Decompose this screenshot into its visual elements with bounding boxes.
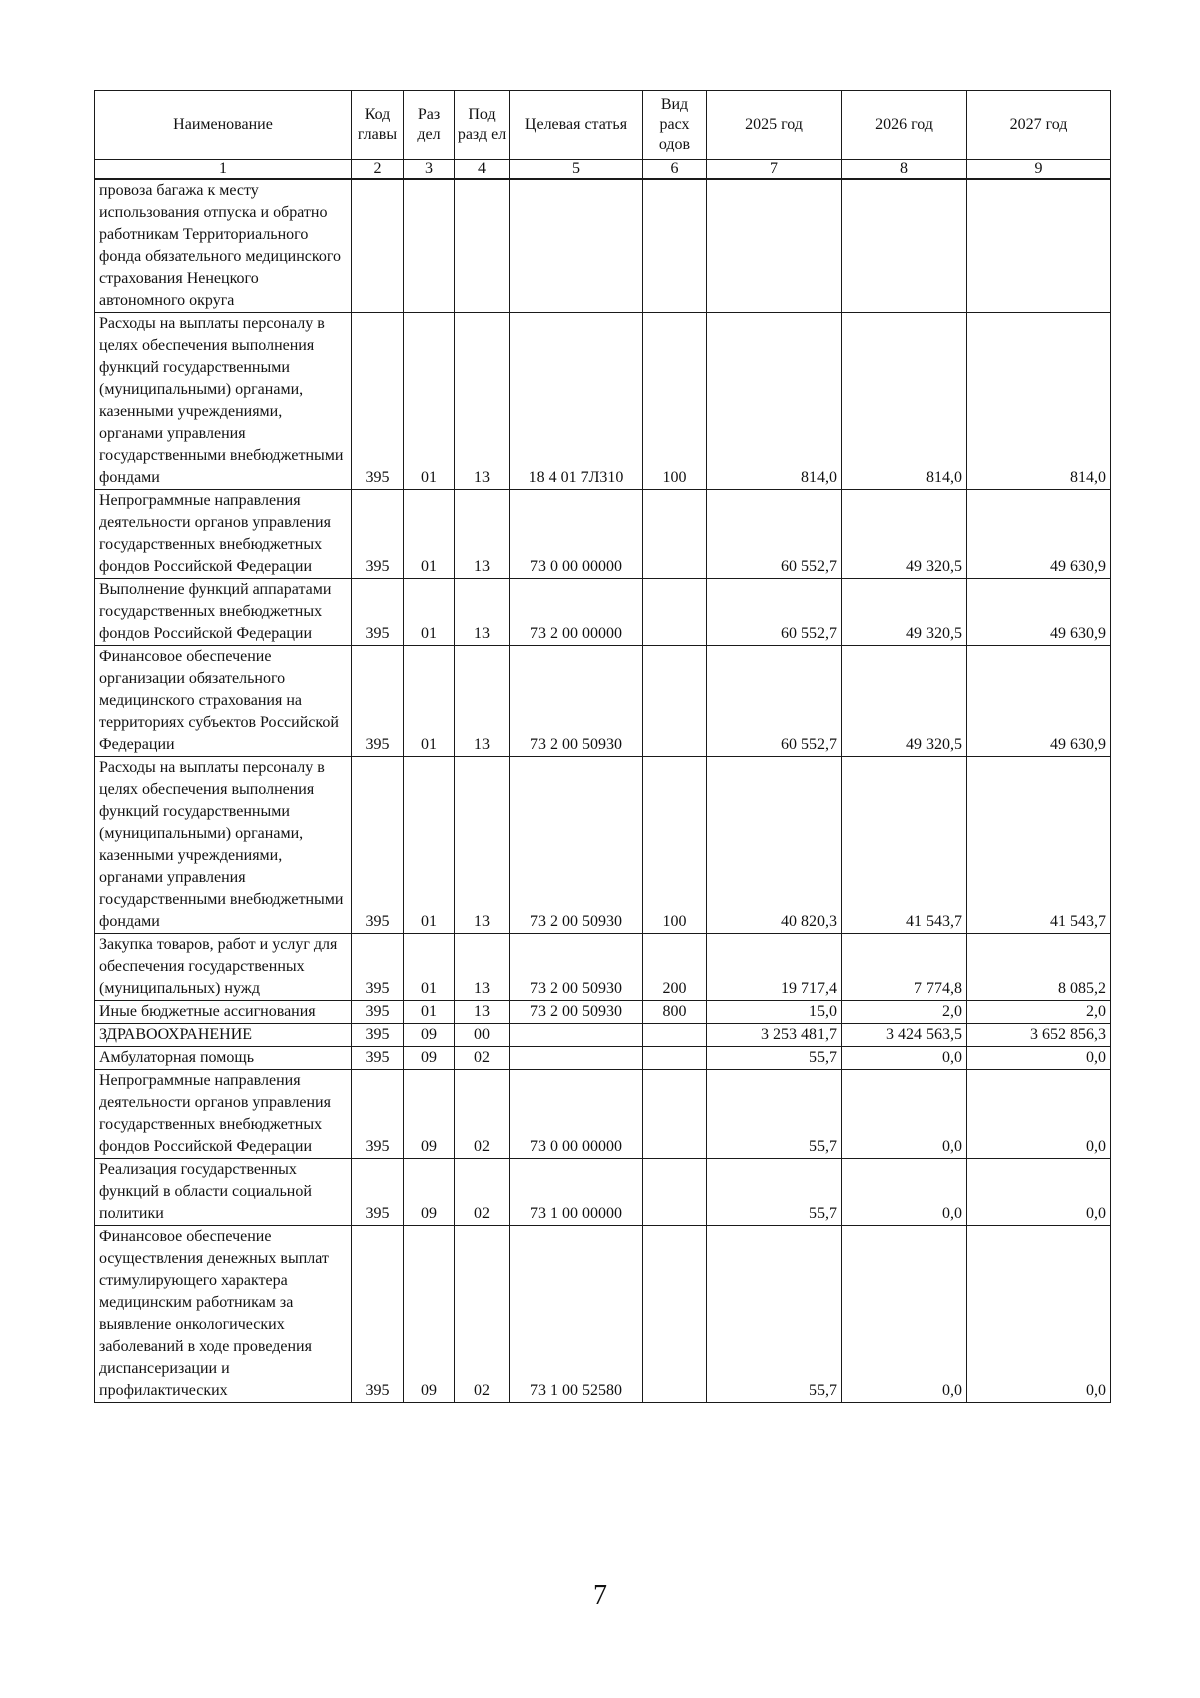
column-number: 4: [455, 160, 510, 180]
column-number: 3: [404, 160, 455, 180]
row-target-article: 73 1 00 52580: [510, 1226, 643, 1403]
row-section: 09: [404, 1070, 455, 1159]
row-amount-2027: 49 630,9: [967, 490, 1111, 579]
header-name: Наименование: [95, 91, 352, 160]
row-subsection: 13: [455, 934, 510, 1001]
row-amount-2027: 0,0: [967, 1070, 1111, 1159]
row-section: [404, 179, 455, 313]
table-row: [95, 1001, 1111, 1024]
row-subsection: 13: [455, 579, 510, 646]
row-section: 01: [404, 646, 455, 757]
row-amount-2026: 0,0: [842, 1226, 967, 1403]
header-section: Раз дел: [404, 91, 455, 160]
row-name: Иные бюджетные ассигнования: [95, 1001, 352, 1024]
row-expense-type: 800: [643, 1001, 707, 1024]
row-name: Финансовое обеспечение организации обязательного медицинского страхования на территориях субъектов Российской Федерации: [95, 646, 352, 757]
row-subsection: 13: [455, 646, 510, 757]
row-section: 01: [404, 757, 455, 934]
row-subsection: 00: [455, 1024, 510, 1047]
row-name: Расходы на выплаты персоналу в целях обеспечения выполнения функций государственными (муниципальными) органами, казенными учреждениями, органами управления государственными внебюджетными фондами: [95, 757, 352, 934]
row-amount-2027: 2,0: [967, 1001, 1111, 1024]
row-name: провоза багажа к месту использования отпуска и обратно работникам Территориального фонда обязательного медицинского страхования Ненецкого автономного округа: [95, 179, 352, 313]
row-amount-2027: 41 543,7: [967, 757, 1111, 934]
row-expense-type: [643, 1070, 707, 1159]
column-number: 8: [842, 160, 967, 180]
row-target-article: 73 2 00 00000: [510, 579, 643, 646]
table-row: [95, 579, 1111, 646]
header-expense-type: Вид расх одов: [643, 91, 707, 160]
row-expense-type: 200: [643, 934, 707, 1001]
row-amount-2027: 0,0: [967, 1226, 1111, 1403]
row-name: ЗДРАВООХРАНЕНИЕ: [95, 1024, 352, 1047]
column-number: 6: [643, 160, 707, 180]
row-amount-2025: 40 820,3: [707, 757, 842, 934]
row-chapter-code: 395: [352, 1001, 404, 1024]
row-amount-2027: 0,0: [967, 1047, 1111, 1070]
column-number: 5: [510, 160, 643, 180]
row-amount-2025: 55,7: [707, 1159, 842, 1226]
row-section: 01: [404, 490, 455, 579]
column-number-row: [95, 160, 1111, 180]
column-number: 9: [967, 160, 1111, 180]
row-target-article: 73 2 00 50930: [510, 1001, 643, 1024]
table-row: [95, 1024, 1111, 1047]
table-row: [95, 179, 1111, 313]
row-amount-2026: 814,0: [842, 313, 967, 490]
row-subsection: 13: [455, 1001, 510, 1024]
row-amount-2026: 7 774,8: [842, 934, 967, 1001]
row-target-article: 18 4 01 7Л310: [510, 313, 643, 490]
row-target-article: [510, 1024, 643, 1047]
row-section: 01: [404, 313, 455, 490]
row-name: Расходы на выплаты персоналу в целях обеспечения выполнения функций государственными (муниципальными) органами, казенными учреждениями, органами управления государственными внебюджетными фондами: [95, 313, 352, 490]
row-amount-2025: 60 552,7: [707, 490, 842, 579]
row-expense-type: [643, 179, 707, 313]
row-target-article: [510, 1047, 643, 1070]
header-2025: 2025 год: [707, 91, 842, 160]
row-amount-2026: 2,0: [842, 1001, 967, 1024]
header-2027: 2027 год: [967, 91, 1111, 160]
row-expense-type: [643, 646, 707, 757]
table-row: [95, 934, 1111, 1001]
row-chapter-code: 395: [352, 646, 404, 757]
row-expense-type: 100: [643, 757, 707, 934]
row-section: 01: [404, 1001, 455, 1024]
row-amount-2025: 55,7: [707, 1047, 842, 1070]
header-target: Целевая статья: [510, 91, 643, 160]
row-amount-2025: 60 552,7: [707, 579, 842, 646]
row-section: 01: [404, 934, 455, 1001]
table-row: [95, 757, 1111, 934]
row-section: 09: [404, 1047, 455, 1070]
row-amount-2027: 3 652 856,3: [967, 1024, 1111, 1047]
row-subsection: 02: [455, 1070, 510, 1159]
row-amount-2027: 49 630,9: [967, 579, 1111, 646]
row-amount-2026: 0,0: [842, 1159, 967, 1226]
row-amount-2025: 3 253 481,7: [707, 1024, 842, 1047]
row-chapter-code: 395: [352, 313, 404, 490]
row-target-article: 73 0 00 00000: [510, 490, 643, 579]
row-expense-type: 100: [643, 313, 707, 490]
row-amount-2025: 60 552,7: [707, 646, 842, 757]
row-name: Закупка товаров, работ и услуг для обеспечения государственных (муниципальных) нужд: [95, 934, 352, 1001]
row-chapter-code: 395: [352, 1047, 404, 1070]
row-target-article: 73 0 00 00000: [510, 1070, 643, 1159]
row-expense-type: [643, 1159, 707, 1226]
row-expense-type: [643, 490, 707, 579]
row-subsection: 02: [455, 1047, 510, 1070]
page-number: 7: [593, 1580, 607, 1611]
row-name: Амбулаторная помощь: [95, 1047, 352, 1070]
row-amount-2027: 0,0: [967, 1159, 1111, 1226]
row-target-article: 73 2 00 50930: [510, 757, 643, 934]
row-section: 01: [404, 579, 455, 646]
row-subsection: [455, 179, 510, 313]
row-expense-type: [643, 1047, 707, 1070]
row-name: Выполнение функций аппаратами государственных внебюджетных фондов Российской Федерации: [95, 579, 352, 646]
row-amount-2025: 15,0: [707, 1001, 842, 1024]
table-row: [95, 1070, 1111, 1159]
row-expense-type: [643, 1024, 707, 1047]
row-amount-2025: 814,0: [707, 313, 842, 490]
row-amount-2026: 3 424 563,5: [842, 1024, 967, 1047]
row-amount-2026: 49 320,5: [842, 579, 967, 646]
row-name: Финансовое обеспечение осуществления денежных выплат стимулирующего характера медицинским работникам за выявление онкологических заболеваний в ходе проведения диспансеризации и профилактических: [95, 1226, 352, 1403]
row-amount-2025: 19 717,4: [707, 934, 842, 1001]
row-expense-type: [643, 579, 707, 646]
row-chapter-code: 395: [352, 1070, 404, 1159]
header-row: [95, 91, 1111, 160]
row-amount-2026: 49 320,5: [842, 490, 967, 579]
row-expense-type: [643, 1226, 707, 1403]
row-amount-2026: 49 320,5: [842, 646, 967, 757]
row-subsection: 13: [455, 490, 510, 579]
row-subsection: 02: [455, 1159, 510, 1226]
row-amount-2026: 0,0: [842, 1070, 967, 1159]
row-name: Непрограммные направления деятельности органов управления государственных внебюджетных фондов Российской Федерации: [95, 490, 352, 579]
row-amount-2026: [842, 179, 967, 313]
row-subsection: 13: [455, 757, 510, 934]
table-row: [95, 490, 1111, 579]
row-target-article: 73 1 00 00000: [510, 1159, 643, 1226]
header-chapter: Код главы: [352, 91, 404, 160]
row-amount-2026: 0,0: [842, 1047, 967, 1070]
row-subsection: 02: [455, 1226, 510, 1403]
row-chapter-code: 395: [352, 1226, 404, 1403]
row-amount-2027: 814,0: [967, 313, 1111, 490]
row-amount-2027: 8 085,2: [967, 934, 1111, 1001]
row-chapter-code: 395: [352, 1024, 404, 1047]
row-amount-2025: [707, 179, 842, 313]
table-row: [95, 1159, 1111, 1226]
row-amount-2027: [967, 179, 1111, 313]
header-2026: 2026 год: [842, 91, 967, 160]
table-row: [95, 1047, 1111, 1070]
row-amount-2027: 49 630,9: [967, 646, 1111, 757]
row-chapter-code: 395: [352, 934, 404, 1001]
row-section: 09: [404, 1226, 455, 1403]
row-chapter-code: 395: [352, 757, 404, 934]
header-subsection: Под разд ел: [455, 91, 510, 160]
column-number: 7: [707, 160, 842, 180]
row-section: 09: [404, 1024, 455, 1047]
column-number: 2: [352, 160, 404, 180]
row-subsection: 13: [455, 313, 510, 490]
table-row: [95, 646, 1111, 757]
row-target-article: 73 2 00 50930: [510, 646, 643, 757]
row-chapter-code: 395: [352, 579, 404, 646]
row-amount-2026: 41 543,7: [842, 757, 967, 934]
row-chapter-code: 395: [352, 490, 404, 579]
row-section: 09: [404, 1159, 455, 1226]
row-name: Непрограммные направления деятельности органов управления государственных внебюджетных фондов Российской Федерации: [95, 1070, 352, 1159]
row-chapter-code: 395: [352, 1159, 404, 1226]
row-chapter-code: [352, 179, 404, 313]
row-target-article: [510, 179, 643, 313]
budget-table: [94, 90, 1111, 1403]
table-row: [95, 1226, 1111, 1403]
column-number: 1: [95, 160, 352, 180]
row-amount-2025: 55,7: [707, 1070, 842, 1159]
table-row: [95, 313, 1111, 490]
row-name: Реализация государственных функций в области социальной политики: [95, 1159, 352, 1226]
row-amount-2025: 55,7: [707, 1226, 842, 1403]
row-target-article: 73 2 00 50930: [510, 934, 643, 1001]
